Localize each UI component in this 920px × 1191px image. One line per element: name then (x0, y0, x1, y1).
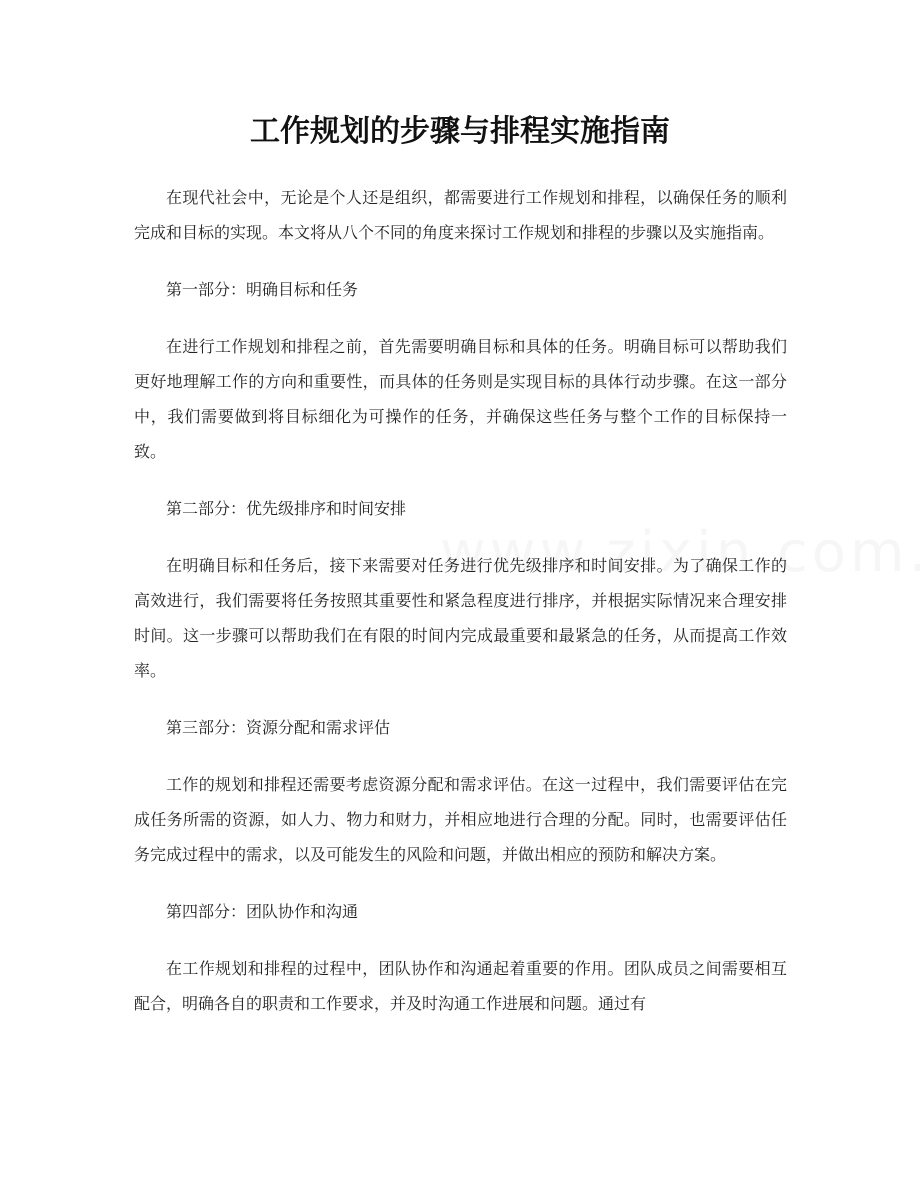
section-paragraph-2: 在明确目标和任务后，接下来需要对任务进行优先级排序和时间安排。为了确保工作的高效进行，我们需要将任务按照其重要性和紧急程度进行排序，并根据实际情况来合理安排时间。这一步骤可以帮助我们在有限的时间内完成最重要和最紧急的任务，从而提高工作效率。 (134, 556, 787, 680)
section-heading-3: 第三部分：资源分配和需求评估 (166, 718, 391, 737)
document-title: 工作规划的步骤与排程实施指南 (250, 114, 670, 149)
document-body (134, 180, 787, 1043)
section-heading-4: 第四部分：团队协作和沟通 (166, 902, 359, 921)
section-paragraph-3: 工作的规划和排程还需要考虑资源分配和需求评估。在这一过程中，我们需要评估在完成任务所需的资源，如人力、物力和财力，并相应地进行合理的分配。同时，也需要评估任务完成过程中的需求，以及可能发生的风险和问题，并做出相应的预防和解决方案。 (134, 775, 787, 864)
section-heading-1: 第一部分：明确目标和任务 (166, 280, 359, 299)
section-paragraph-1: 在进行工作规划和排程之前，首先需要明确目标和具体的任务。明确目标可以帮助我们更好地理解工作的方向和重要性，而具体的任务则是实现目标的具体行动步骤。在这一部分中，我们需要做到将目标细化为可操作的任务，并确保这些任务与整个工作的目标保持一致。 (134, 337, 787, 461)
section-paragraph-4: 在工作规划和排程的过程中，团队协作和沟通起着重要的作用。团队成员之间需要相互配合，明确各自的职责和工作要求，并及时沟通工作进展和问题。通过有 (134, 959, 787, 1013)
intro-paragraph: 在现代社会中，无论是个人还是组织，都需要进行工作规划和排程，以确保任务的顺利完成和目标的实现。本文将从八个不同的角度来探讨工作规划和排程的步骤以及实施指南。 (134, 188, 787, 242)
section-heading-2: 第二部分：优先级排序和时间安排 (166, 499, 407, 518)
